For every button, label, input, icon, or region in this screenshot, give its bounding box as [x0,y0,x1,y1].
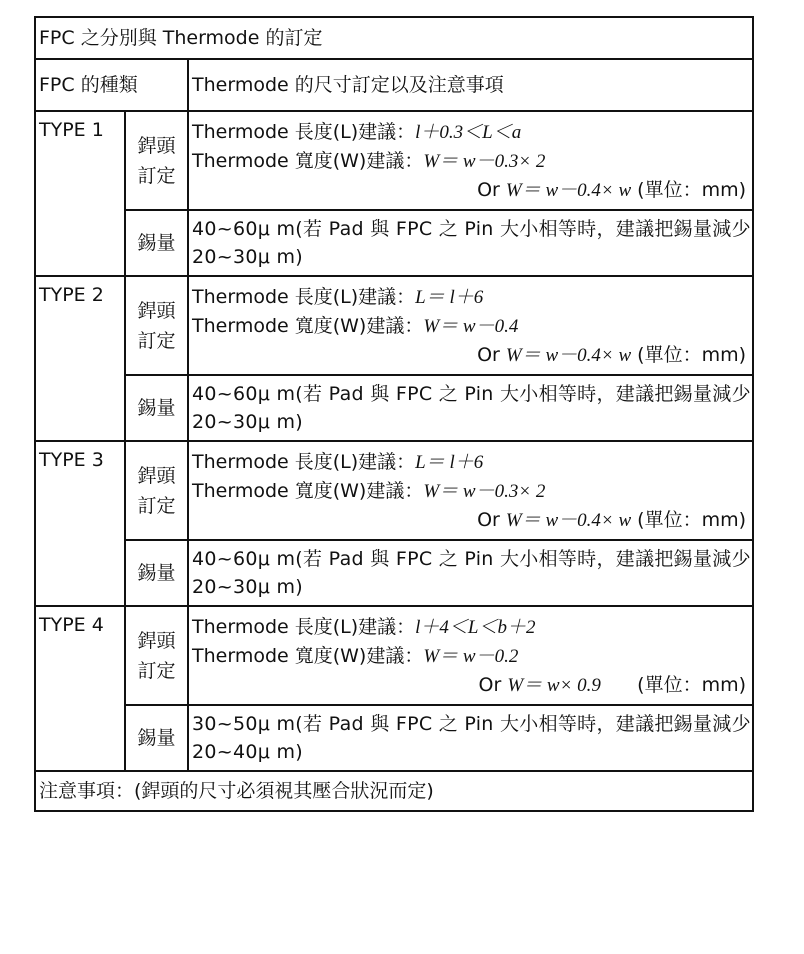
length-prefix: Thermode 長度(L)建議： [192,286,416,308]
width-line [192,642,752,671]
length-prefix: Thermode 長度(L)建議： [192,451,416,473]
header-fpc-type: FPC 的種類 [35,59,188,111]
header-thermode-detail: Thermode 的尺寸訂定以及注意事項 [188,59,753,111]
unit-note: (單位：mm) [600,674,747,696]
table-title: FPC 之分別與 Thermode 的訂定 [35,17,753,59]
width-prefix: Thermode 寬度(W)建議： [192,315,424,337]
solder-amount-text: 40~60μ m(若 Pad 與 FPC 之 Pin 大小相等時，建議把錫量減少 20~30μ m) [188,375,753,441]
width-line [192,312,752,341]
solder-head-define-label [125,111,188,210]
width-prefix: Thermode 寬度(W)建議： [192,150,424,172]
solder-amount-label: 錫量 [125,375,188,441]
length-prefix: Thermode 長度(L)建議： [192,616,416,638]
alt-width-line [192,506,752,535]
alt-prefix: Or [478,674,508,696]
length-formula: l＋4＜L＜b＋2 [415,617,536,638]
length-formula: L＝ l＋6 [415,452,484,473]
length-line [192,118,752,147]
define-label: 訂定 [137,164,176,187]
alt-formula: W＝ w－0.4× w [505,510,632,531]
width-formula: W＝ w－0.3× 2 [423,151,546,172]
solder-head-define-label [125,606,188,705]
fpc-type-label: TYPE 1 [35,111,125,276]
length-formula: L＝ l＋6 [415,287,484,308]
thermode-spec-table [34,16,754,812]
length-line [192,283,752,312]
solder-head-label: 銲頭 [137,464,176,487]
alt-formula: W＝ w× 0.9 [507,675,601,696]
solder-amount-label: 錫量 [125,210,188,276]
alt-width-line [192,671,752,700]
unit-note: (單位：mm) [631,179,747,201]
thermode-spec-cell [188,111,753,210]
alt-prefix: Or [477,509,506,531]
solder-amount-label: 錫量 [125,705,188,771]
solder-head-label: 銲頭 [137,134,176,157]
define-label: 訂定 [137,659,176,682]
solder-head-label: 銲頭 [137,629,176,652]
length-prefix: Thermode 長度(L)建議： [192,121,416,143]
solder-head-define-label [125,441,188,540]
fpc-type-label: TYPE 3 [35,441,125,606]
alt-prefix: Or [477,344,506,366]
solder-amount-text: 40~60μ m(若 Pad 與 FPC 之 Pin 大小相等時，建議把錫量減少 20~30μ m) [188,540,753,606]
alt-formula: W＝ w－0.4× w [505,180,632,201]
length-formula: l＋0.3＜L＜a [415,122,522,143]
fpc-type-label: TYPE 4 [35,606,125,771]
unit-note: (單位：mm) [631,509,747,531]
thermode-spec-cell [188,606,753,705]
solder-amount-text: 40~60μ m(若 Pad 與 FPC 之 Pin 大小相等時，建議把錫量減少 20~30μ m) [188,210,753,276]
width-prefix: Thermode 寬度(W)建議： [192,480,424,502]
alt-formula: W＝ w－0.4× w [505,345,632,366]
width-line [192,477,752,506]
width-prefix: Thermode 寬度(W)建議： [192,645,424,667]
fpc-type-label: TYPE 2 [35,276,125,441]
width-formula: W＝ w－0.2 [423,646,519,667]
unit-note: (單位：mm) [631,344,747,366]
length-line [192,448,752,477]
thermode-spec-cell [188,441,753,540]
define-label: 訂定 [137,494,176,517]
width-formula: W＝ w－0.4 [423,316,519,337]
solder-amount-label: 錫量 [125,540,188,606]
define-label: 訂定 [137,329,176,352]
length-line [192,613,752,642]
alt-width-line [192,176,752,205]
alt-width-line [192,341,752,370]
solder-head-define-label [125,276,188,375]
footer-note: 注意事項：(銲頭的尺寸必須視其壓合狀況而定) [35,771,753,811]
thermode-spec-cell [188,276,753,375]
solder-amount-text: 30~50μ m(若 Pad 與 FPC 之 Pin 大小相等時，建議把錫量減少 20~40μ m) [188,705,753,771]
width-line [192,147,752,176]
solder-head-label: 銲頭 [137,299,176,322]
alt-prefix: Or [477,179,506,201]
width-formula: W＝ w－0.3× 2 [423,481,546,502]
